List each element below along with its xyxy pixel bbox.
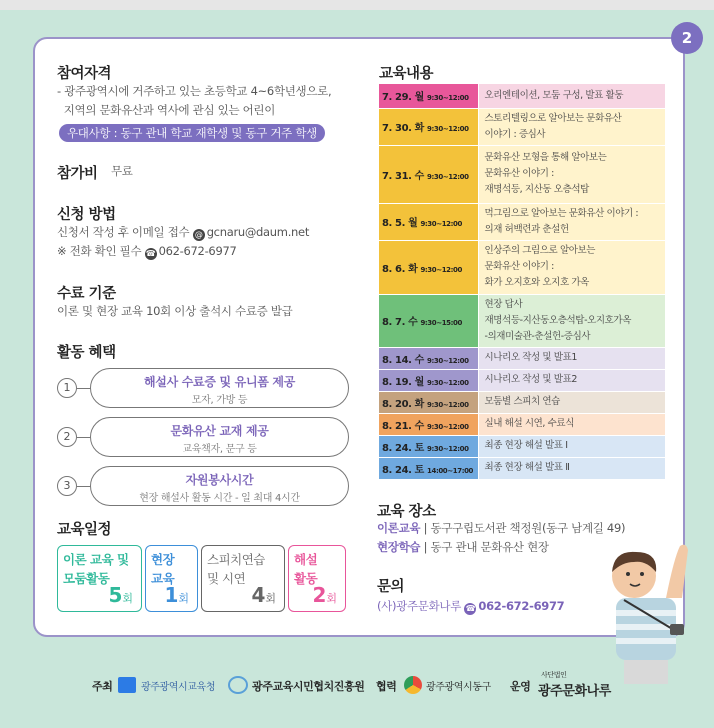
fee-value: 무료: [111, 164, 133, 178]
curriculum-date: 8. 24. 토 9:30~12:00: [379, 435, 478, 457]
apply-phone: 062-672-6977: [158, 244, 237, 258]
benefits-title: 활동 혜택: [57, 345, 116, 361]
benefit-connector: [77, 486, 91, 487]
top-band: [0, 0, 714, 10]
curriculum-row: [379, 108, 665, 145]
benefit-main: 자원봉사시간: [185, 473, 254, 487]
curriculum-content: 문화유산 모형을 통해 알아보는 문화유산 이야기 : 재명석등, 지산동 오층석탑: [478, 145, 665, 203]
completion-title: 수료 기준: [57, 286, 116, 302]
curriculum-row: [379, 435, 665, 457]
apply-email[interactable]: gcnaru@daum.net: [206, 225, 310, 239]
curriculum-date: 8. 19. 월 9:30~12:00: [379, 369, 478, 391]
venue-field: [377, 538, 549, 557]
curriculum-content: 시나리오 작성 및 발표2: [478, 369, 665, 391]
curriculum-row: [379, 391, 665, 413]
schedule-count: 2회: [312, 583, 337, 607]
contact-line: [377, 597, 564, 616]
curriculum-row: [379, 84, 665, 108]
curriculum-content: 최종 현장 해설 발표 Ⅰ: [478, 435, 665, 457]
benefit-number: 3: [57, 476, 77, 496]
schedule-box: [57, 545, 142, 612]
apply-title: 신청 방법: [57, 207, 116, 223]
venue-theory-label: 이론교육: [377, 521, 421, 535]
schedule-label: 현장 교육: [151, 552, 175, 586]
operate-small: 사단법인: [541, 671, 567, 679]
curriculum-row: [379, 145, 665, 203]
eligibility-line1: - 광주광역시에 거주하고 있는 초등학교 4~6학년생으로,: [57, 84, 332, 98]
contact-title: 문의: [377, 579, 405, 595]
host1: 광주광역시교육청: [141, 682, 216, 693]
curriculum-date: 8. 14. 수 9:30~12:00: [379, 347, 478, 369]
benefit-main: 문화유산 교재 제공: [170, 424, 269, 438]
curriculum-date: 8. 7. 수 9:30~15:00: [379, 294, 478, 347]
curriculum-row: [379, 240, 665, 294]
curriculum-row: [379, 457, 665, 479]
curriculum-title: 교육내용: [379, 66, 434, 82]
curriculum-date: 8. 24. 토 14:00~17:00: [379, 457, 478, 479]
schedule-label: 해설 활동: [294, 552, 318, 586]
benefit-sub: 모자, 가방 등: [191, 395, 248, 406]
curriculum-content: 시나리오 작성 및 발표1: [478, 347, 665, 369]
curriculum-date: 7. 30. 화 9:30~12:00: [379, 108, 478, 145]
venue-theory: [377, 519, 625, 538]
benefit-box: [90, 466, 349, 506]
apply-line2: [57, 242, 237, 261]
schedule-count: 4회: [251, 583, 276, 607]
benefit-number: 2: [57, 427, 77, 447]
curriculum-date: 8. 5. 월 9:30~12:00: [379, 203, 478, 240]
fee-title: 참가비: [57, 166, 98, 182]
operate-logo: 광주문화나루: [538, 684, 611, 699]
curriculum-table: [379, 84, 665, 480]
benefit-connector: [77, 437, 91, 438]
schedule-count: 5회: [108, 583, 133, 607]
schedule-title: 교육일정: [57, 522, 112, 538]
curriculum-content: 먹그림으로 알아보는 문화유산 이야기 : 의재 허백련과 춘설헌: [478, 203, 665, 240]
curriculum-content: 인상주의 그림으로 알아보는 문화유산 이야기 : 화가 오지호와 오지호 가옥: [478, 240, 665, 294]
civic-institute-logo-icon: [228, 676, 248, 694]
curriculum-date: 8. 6. 화 9:30~12:00: [379, 240, 478, 294]
curriculum-content: 현장 답사 재명석등-지산동오층석탑-오지호가옥 -의재미술관-춘설헌-증심사: [478, 294, 665, 347]
benefit-sub: 현장 해설사 활동 시간 - 일 최대 4시간: [139, 493, 300, 504]
education-office-logo-icon: [118, 677, 136, 693]
operate-label: 운영: [510, 680, 531, 693]
schedule-box: [288, 545, 346, 612]
benefit-number: 1: [57, 378, 77, 398]
footer: [0, 672, 714, 702]
priority-pill: 우대사항 : 동구 관내 학교 재학생 및 동구 거주 학생: [59, 124, 325, 142]
coop: 광주광역시동구: [426, 682, 491, 693]
curriculum-content: 최종 현장 해설 발표 Ⅱ: [478, 457, 665, 479]
curriculum-date: 8. 20. 화 9:30~12:00: [379, 391, 478, 413]
eligibility-line2: 지역의 문화유산과 역사에 관심 있는 어린이: [57, 103, 276, 117]
curriculum-row: [379, 203, 665, 240]
benefit-box: [90, 368, 349, 408]
host2: 광주교육시민협치진흥원: [252, 680, 365, 693]
curriculum-content: 모둠별 스피치 연습: [478, 391, 665, 413]
venue-field-text: | 동구 관내 문화유산 현장: [420, 540, 549, 554]
curriculum-date: 7. 31. 수 9:30~12:00: [379, 145, 478, 203]
benefit-connector: [77, 388, 91, 389]
curriculum-date: 7. 29. 월 9:30~12:00: [379, 84, 478, 108]
schedule-label: 이론 교육 및 모둠활동: [63, 552, 129, 586]
schedule-box: [201, 545, 285, 612]
benefit-main: 해설사 수료증 및 유니폼 제공: [143, 375, 296, 389]
coop-label: 협력: [376, 680, 397, 693]
apply-line2-prefix: ※ 전화 확인 필수: [57, 244, 142, 258]
email-icon: @: [193, 229, 205, 241]
curriculum-row: [379, 413, 665, 435]
venue-theory-text: | 동구구립도서관 책정원(동구 남계길 49): [420, 521, 626, 535]
page-number-badge: 2: [671, 22, 703, 54]
eligibility-title: 참여자격: [57, 66, 112, 82]
benefit-sub: 교육책자, 문구 등: [182, 444, 257, 455]
contact-org: (사)광주문화나루: [377, 599, 462, 613]
schedule-label: 스피치연습 및 시연: [207, 552, 265, 586]
curriculum-content: 스토리텔링으로 알아보는 문화유산 이야기 : 증심사: [478, 108, 665, 145]
phone-icon: ☎: [465, 604, 476, 613]
apply-line1: [57, 223, 309, 242]
curriculum-row: [379, 369, 665, 391]
benefit-item: [57, 466, 349, 506]
curriculum-date: 8. 21. 수 9:30~12:00: [379, 413, 478, 435]
contact-phone: 062-672-6977: [478, 599, 565, 613]
curriculum-content: 오리엔테이션, 모둠 구성, 발표 활동: [478, 84, 665, 108]
benefit-item: [57, 368, 349, 408]
schedule-count: 1회: [164, 583, 189, 607]
completion-text: 이론 및 현장 교육 10회 이상 출석시 수료증 발급: [57, 304, 293, 318]
apply-line1-prefix: 신청서 작성 후 이메일 접수: [57, 225, 190, 239]
venue-field-label: 현장학습: [377, 540, 421, 554]
curriculum-content: 실내 해설 시연, 수료식: [478, 413, 665, 435]
phone-icon: ☎: [145, 249, 156, 258]
benefit-box: [90, 417, 349, 457]
venue-title: 교육 장소: [377, 504, 436, 520]
host-label: 주최: [92, 680, 113, 693]
curriculum-row: [379, 347, 665, 369]
donggu-logo-icon: [404, 676, 422, 694]
benefit-item: [57, 417, 349, 457]
schedule-box: [145, 545, 198, 612]
curriculum-row: [379, 294, 665, 347]
